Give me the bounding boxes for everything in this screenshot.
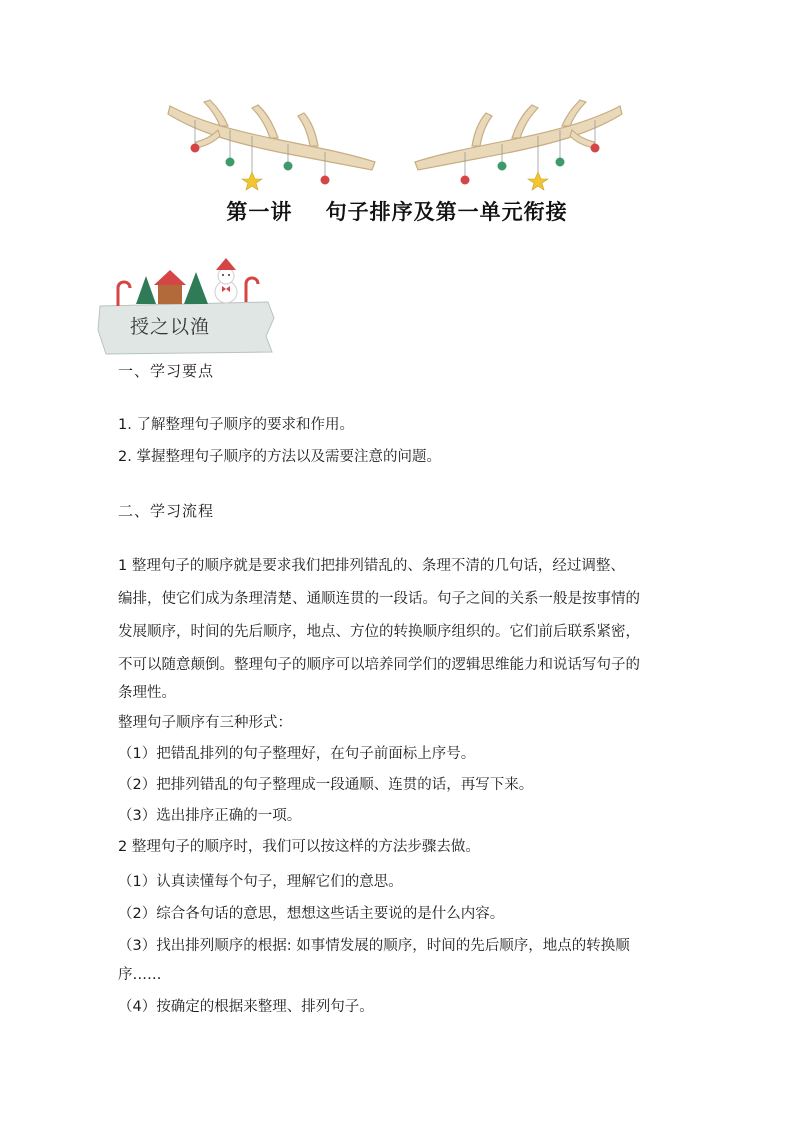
section-heading-2: 二、学习流程	[118, 502, 215, 520]
list-item: （3）选出排序正确的一项。	[118, 808, 302, 824]
list-item: （2）综合各句话的意思，想想这些话主要说的是什么内容。	[118, 906, 505, 922]
list-item: （3）找出排列顺序的根据: 如事情发展的顺序，时间的先后顺序，地点的转换顺	[118, 938, 630, 954]
paragraph-line: 2 整理句子的顺序时，我们可以按这样的方法步骤去做。	[118, 839, 480, 855]
list-item: 1. 了解整理句子顺序的要求和作用。	[118, 417, 354, 433]
badge-decoration	[96, 258, 276, 358]
list-item: 序……	[118, 967, 162, 983]
paragraph-line: 不可以随意颠倒。整理句子的顺序可以培养同学们的逻辑思维能力和说话写句子的	[118, 657, 640, 673]
paragraph-line: 发展顺序，时间的先后顺序，地点、方位的转换顺序组织的。它们前后联系紧密，	[118, 624, 640, 640]
antlers-decoration	[160, 92, 630, 192]
forms-intro: 整理句子顺序有三种形式：	[118, 715, 292, 731]
paragraph-line: 1 整理句子的顺序就是要求我们把排列错乱的、条理不清的几句话，经过调整、	[118, 558, 625, 574]
lesson-title: 第一讲 句子排序及第一单元衔接	[226, 199, 568, 224]
list-item: （2）把排列错乱的句子整理成一段通顺、连贯的话，再写下来。	[118, 777, 534, 793]
paragraph-line: 编排，使它们成为条理清楚、通顺连贯的一段话。句子之间的关系一般是按事情的	[118, 591, 640, 607]
list-item: （1）认真读懂每个句子，理解它们的意思。	[118, 874, 403, 890]
badge-label: 授之以渔	[130, 316, 211, 338]
section-heading-1: 一、学习要点	[118, 362, 215, 380]
list-item: （4）按确定的根据来整理、排列句子。	[118, 999, 374, 1015]
paragraph-line: 条理性。	[118, 685, 176, 701]
list-item: 2. 掌握整理句子顺序的方法以及需要注意的问题。	[118, 449, 441, 465]
list-item: （1）把错乱排列的句子整理好，在句子前面标上序号。	[118, 746, 476, 762]
